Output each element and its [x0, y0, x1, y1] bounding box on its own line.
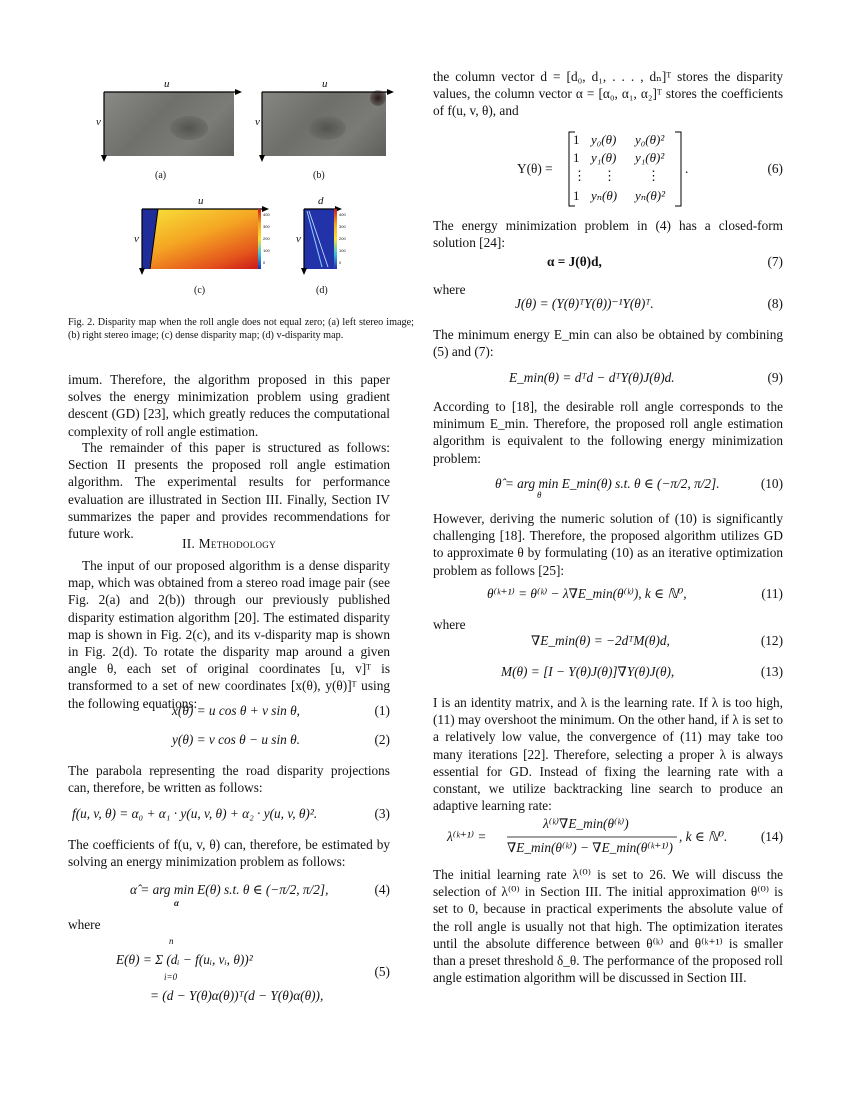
axis-v-label: v	[255, 116, 260, 128]
tick: 200	[263, 236, 270, 241]
tick: 0	[339, 260, 342, 265]
equation-7: α = J(θ)d, (7)	[547, 254, 783, 269]
axis-v-label: v	[296, 233, 301, 245]
section-heading: II. Methodology	[182, 536, 276, 551]
axis-u-label: u	[322, 78, 328, 90]
equation-8: J(θ) = (Y(θ)ᵀY(θ))⁻¹Y(θ)ᵀ. (8)	[515, 296, 783, 311]
paragraph: where	[68, 917, 101, 932]
paragraph: The energy minimization problem in (4) has a closed-form solution [24]:	[433, 218, 783, 251]
equation-2: y(θ) = v cos θ − u sin θ. (2)	[172, 732, 390, 747]
paragraph: The input of our proposed algorithm is a dense disparity map, which was obtained from a stereo road image pair (see Fig. 2(a) and 2(b)) through our previously published disparity estimation algorithm [20]. The estimated disparity map is shown in Fig. 2(c), and its v-disparity map is shown in Fig. 2(d). To rotate the disparity map around a given angle θ, each set of original coordinates [u, v]ᵀ is transformed to a set of new coordinates [x(θ), y(θ)]ᵀ using the following equations:	[68, 558, 390, 711]
tick: 0	[263, 260, 266, 265]
figure-caption: Fig. 2. Disparity map when the roll angle does not equal zero; (a) left stereo image; (b) right stereo image; (c) dense disparity map; (d) v-disparity map.	[68, 317, 414, 342]
paragraph: The parabola representing the road disparity projections can, therefore, be written as follows:	[68, 763, 390, 796]
tick: 300	[263, 224, 270, 229]
tick: 200	[339, 236, 346, 241]
matrix-body: 1 y₀(θ) y₀(θ)² 1 y₁(θ) y₁(θ)² ⋮ ⋮ ⋮ 1 yₙ(θ) yₙ(θ)²	[573, 132, 665, 203]
label-b: (b)	[313, 170, 325, 181]
label-a: (a)	[155, 170, 167, 181]
paragraph: I is an identity matrix, and λ is the learning rate. If λ is too high, (11) may overshoot the minimum. On the other hand, if λ is set to a relatively low value, the convergence of (11) may take too many iterations [22]. Therefore, selecting a proper λ is always essential for GD. Instead of fixing the learning rate with a constant, we utilize backtracking line search to produce an adaptive learning rate:	[433, 695, 783, 814]
axis-u-label: u	[164, 78, 170, 90]
tick: 300	[339, 224, 346, 229]
tick: 100	[263, 248, 270, 253]
paragraph: where	[433, 617, 466, 632]
left-column	[68, 0, 390, 1100]
equation-5: n E(θ) = Σ (dᵢ − f(uᵢ, vᵢ, θ))² i=0 = (d − Y(θ)α(θ))ᵀ(d − Y(θ)α(θ)), (5)	[116, 936, 390, 1003]
equation-10: θ̂ = arg min E_min(θ) s.t. θ ∈ (−π/2, π/2]. θ (10)	[495, 476, 783, 500]
equation-4: α̂ = arg min E(θ) s.t. θ ∈ (−π/2, π/2], α (4)	[130, 882, 390, 908]
equation-6: Y(θ) = 1 y₀(θ) y₀(θ)² 1 y₁(θ) y₁(θ)² ⋮ ⋮ ⋮ 1 yₙ(θ) yₙ(θ)² . (6)	[433, 130, 783, 210]
equation-9: E_min(θ) = dᵀd − dᵀY(θ)J(θ)d. (9)	[509, 370, 783, 385]
axis-d-label: d	[318, 195, 324, 207]
paragraph: where	[433, 282, 466, 297]
right-column	[433, 0, 783, 1100]
paragraph: imum. Therefore, the algorithm proposed in this paper solves the energy minimization problem using gradient descent (GD) [23], which greatly reduces the computational complexity of roll angle estimation.	[68, 372, 390, 439]
equation-3: f(u, v, θ) = α₀ + α₁ · y(u, v, θ) + α₂ · y(u, v, θ)². (3)	[72, 806, 390, 821]
label-c: (c)	[194, 285, 206, 296]
equation-1: x(θ) = u cos θ + v sin θ, (1)	[172, 703, 390, 718]
paragraph: The minimum energy E_min can also be obtained by combining (5) and (7):	[433, 327, 783, 360]
equation-13: M(θ) = [I − Y(θ)J(θ)]∇Y(θ)J(θ), (13)	[501, 664, 783, 679]
paragraph: According to [18], the desirable roll angle corresponds to the minimum E_min. Therefore, the proposed roll angle estimation algorithm is equivalent to the following energy minimization problem:	[433, 399, 783, 466]
label-d: (d)	[316, 285, 328, 296]
tick: 400	[263, 212, 270, 217]
paragraph: the column vector d = [d₀, d₁, . . . , dₙ]ᵀ stores the disparity values, the column vector α = [α₀, α₁, α₂]ᵀ stores the coefficients of f(u, v, θ), and	[433, 69, 783, 119]
axis-v-label: v	[96, 116, 101, 128]
equation-11: θ⁽ᵏ⁺¹⁾ = θ⁽ᵏ⁾ − λ∇E_min(θ⁽ᵏ⁾), k ∈ ℕ⁰, (11)	[487, 586, 783, 601]
axis-v-label: v	[134, 233, 139, 245]
equation-14: λ⁽ᵏ⁺¹⁾ = λ⁽ᵏ⁾∇E_min(θ⁽ᵏ⁾) ∇E_min(θ⁽ᵏ⁾) − ∇E_min(θ⁽ᵏ⁺¹⁾) , k ∈ ℕ⁰. (14)	[433, 816, 783, 862]
paragraph: The initial learning rate λ⁽⁰⁾ is set to 26. We will discuss the selection of λ⁽⁰⁾ in Section III. The initial approximation θ⁽⁰⁾ is set to 0, because in practical experiments the absolute value of the roll angle is usually not that high. The optimization iterates until the absolute difference between θ⁽ᵏ⁾ and θ⁽ᵏ⁺¹⁾ is smaller than a preset threshold δ_θ. The performance of the proposed roll angle estimation algorithm will be discussed in Section III.	[433, 867, 783, 986]
paragraph: However, deriving the numeric solution of (10) is significantly challenging [18]. Therefore, the proposed algorithm utilizes GD to approximate θ by formulating (10) as an iterative optimization problem as follows [25]:	[433, 511, 783, 578]
axis-u-label: u	[198, 195, 204, 207]
tick: 100	[339, 248, 346, 253]
equation-12: ∇E_min(θ) = −2dᵀM(θ)d, (12)	[531, 633, 783, 648]
paragraph: The remainder of this paper is structured as follows: Section II presents the proposed roll angle estimation algorithm. The experimental results for performance evaluation are illustrated in Section III. Finally, Section IV summarizes the paper and provides recommendations for future work.	[68, 440, 390, 542]
tick: 400	[339, 212, 346, 217]
paragraph: The coefficients of f(u, v, θ) can, therefore, be estimated by solving an energy minimization problem as follows:	[68, 837, 390, 870]
